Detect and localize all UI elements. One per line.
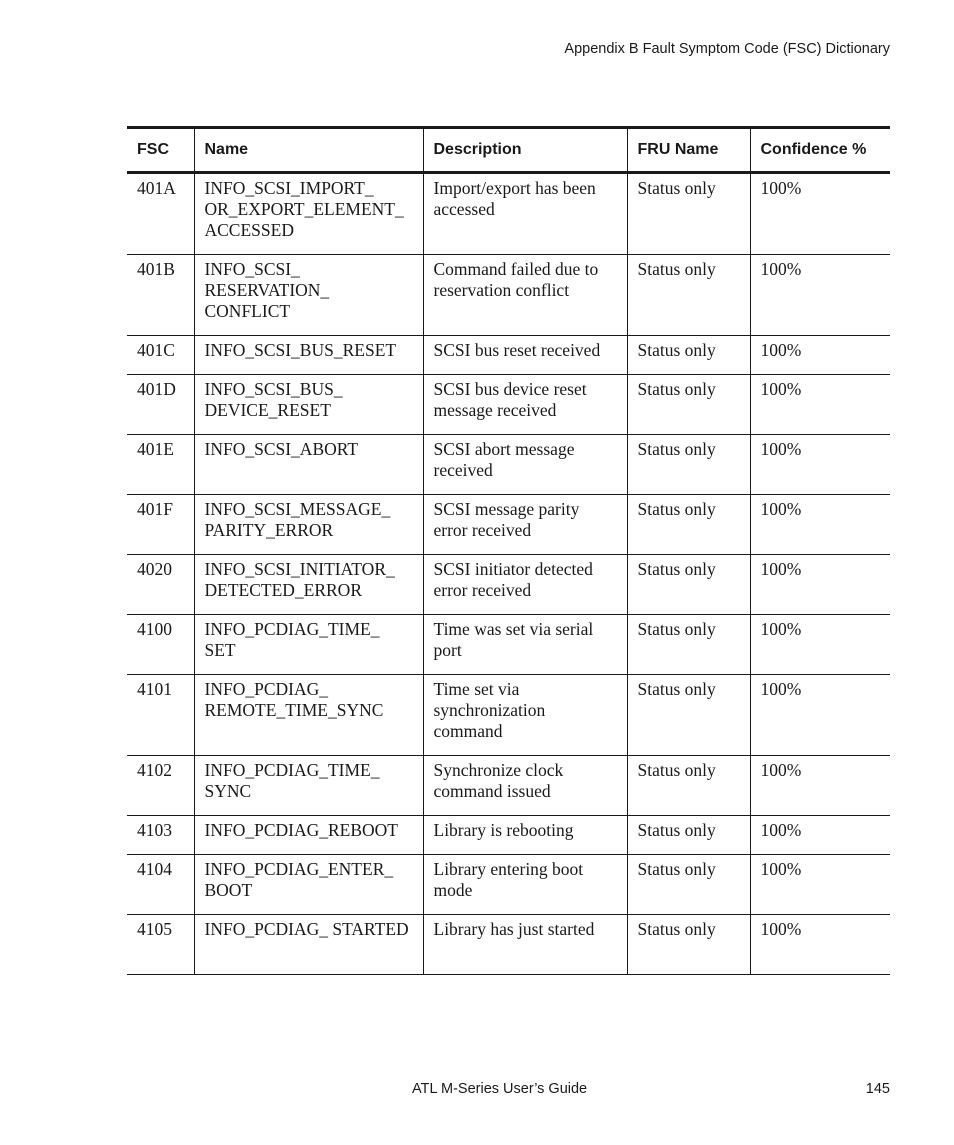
- cell-description: Time set via synchronization command: [423, 675, 627, 756]
- cell-fsc: 4101: [137, 679, 172, 699]
- cell-description: Library entering boot mode: [423, 855, 627, 915]
- cell-fsc: 401C: [137, 340, 175, 360]
- cell-confidence: 100%: [750, 495, 890, 555]
- running-header: Appendix B Fault Symptom Code (FSC) Dictionary: [564, 41, 890, 57]
- cell-description: Library is rebooting: [423, 816, 627, 855]
- table-body: [127, 173, 890, 975]
- table-row: [127, 555, 890, 615]
- table-header-row: [127, 128, 890, 173]
- cell-fsc: 401F: [137, 499, 173, 519]
- cell-fsc: 4020: [137, 559, 172, 579]
- cell-fsc: 401A: [137, 178, 176, 198]
- cell-name: INFO_PCDIAG_TIME_ SYNC: [194, 756, 423, 816]
- cell-name: INFO_PCDIAG_TIME_ SET: [194, 615, 423, 675]
- table-row: [127, 173, 890, 255]
- cell-confidence: 100%: [750, 915, 890, 975]
- cell-fsc: 401B: [137, 259, 175, 279]
- cell-fsc: 401E: [137, 439, 174, 459]
- table-row: [127, 915, 890, 975]
- cell-name: INFO_SCSI_ RESERVATION_ CONFLICT: [194, 255, 423, 336]
- column-header-description: Description: [423, 128, 627, 173]
- cell-confidence: 100%: [750, 816, 890, 855]
- cell-confidence: 100%: [750, 855, 890, 915]
- column-header-name: Name: [194, 128, 423, 173]
- cell-confidence: 100%: [750, 173, 890, 255]
- cell-fsc: 4103: [137, 820, 172, 840]
- cell-fru-name: Status only: [627, 615, 750, 675]
- cell-confidence: 100%: [750, 435, 890, 495]
- cell-fsc: 4102: [137, 760, 172, 780]
- cell-name: INFO_SCSI_INITIATOR_ DETECTED_ERROR: [194, 555, 423, 615]
- cell-description: Import/export has been accessed: [423, 173, 627, 255]
- table-row: [127, 375, 890, 435]
- cell-fru-name: Status only: [627, 555, 750, 615]
- cell-fru-name: Status only: [627, 375, 750, 435]
- cell-fru-name: Status only: [627, 675, 750, 756]
- cell-description: Command failed due to reservation conflict: [423, 255, 627, 336]
- cell-name: INFO_PCDIAG_REBOOT: [194, 816, 423, 855]
- cell-name: INFO_SCSI_MESSAGE_ PARITY_ERROR: [194, 495, 423, 555]
- cell-confidence: 100%: [750, 375, 890, 435]
- cell-fru-name: Status only: [627, 255, 750, 336]
- cell-fru-name: Status only: [627, 816, 750, 855]
- cell-fru-name: Status only: [627, 173, 750, 255]
- cell-fru-name: Status only: [627, 915, 750, 975]
- cell-confidence: 100%: [750, 336, 890, 375]
- cell-fru-name: Status only: [627, 855, 750, 915]
- cell-name: INFO_PCDIAG_ENTER_ BOOT: [194, 855, 423, 915]
- table-row: [127, 435, 890, 495]
- cell-description: SCSI message parity error received: [423, 495, 627, 555]
- cell-name: INFO_SCSI_BUS_RESET: [194, 336, 423, 375]
- page-number: 145: [865, 1081, 890, 1097]
- table-header: [127, 128, 890, 173]
- cell-fsc: 4105: [137, 919, 172, 939]
- cell-name: INFO_PCDIAG_ REMOTE_TIME_SYNC: [194, 675, 423, 756]
- table-row: [127, 495, 890, 555]
- cell-description: Time was set via serial port: [423, 615, 627, 675]
- column-header-confidence: Confidence %: [750, 128, 890, 173]
- cell-confidence: 100%: [750, 555, 890, 615]
- cell-fsc: 4104: [137, 859, 172, 879]
- table-row: [127, 675, 890, 756]
- cell-confidence: 100%: [750, 756, 890, 816]
- fsc-table: [127, 126, 890, 975]
- cell-fru-name: Status only: [627, 495, 750, 555]
- cell-name: INFO_PCDIAG_ STARTED: [194, 915, 423, 975]
- cell-name: INFO_SCSI_IMPORT_ OR_EXPORT_ELEMENT_ ACCESSED: [194, 173, 423, 255]
- table-row: [127, 255, 890, 336]
- cell-fru-name: Status only: [627, 336, 750, 375]
- footer-title: ATL M-Series User’s Guide: [412, 1081, 588, 1097]
- cell-description: SCSI initiator detected error received: [423, 555, 627, 615]
- column-header-fsc: FSC: [137, 141, 169, 158]
- cell-fsc: 4100: [137, 619, 172, 639]
- column-header-fru-name: FRU Name: [627, 128, 750, 173]
- table-row: [127, 816, 890, 855]
- table-row: [127, 756, 890, 816]
- cell-fsc: 401D: [137, 379, 176, 399]
- cell-description: SCSI bus reset received: [423, 336, 627, 375]
- cell-confidence: 100%: [750, 675, 890, 756]
- cell-description: SCSI abort message received: [423, 435, 627, 495]
- cell-confidence: 100%: [750, 255, 890, 336]
- table-row: [127, 615, 890, 675]
- cell-name: INFO_SCSI_BUS_ DEVICE_RESET: [194, 375, 423, 435]
- table-row: [127, 855, 890, 915]
- cell-name: INFO_SCSI_ABORT: [194, 435, 423, 495]
- table-row: [127, 336, 890, 375]
- cell-description: Synchronize clock command issued: [423, 756, 627, 816]
- cell-description: Library has just started: [423, 915, 627, 975]
- cell-fru-name: Status only: [627, 435, 750, 495]
- cell-confidence: 100%: [750, 615, 890, 675]
- cell-description: SCSI bus device reset message received: [423, 375, 627, 435]
- cell-fru-name: Status only: [627, 756, 750, 816]
